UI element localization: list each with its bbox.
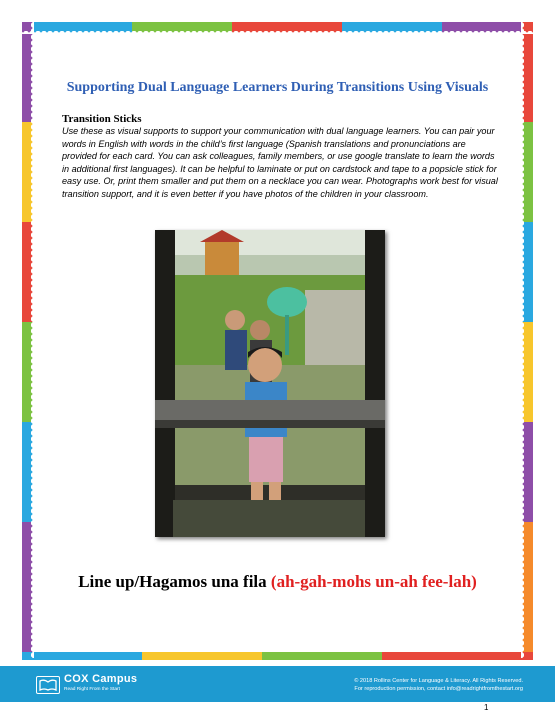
brand-name: COX Campus bbox=[64, 673, 138, 685]
caption-text: Line up/Hagamos una fila bbox=[78, 572, 271, 591]
section-heading: Transition Sticks bbox=[62, 113, 142, 125]
brand-tagline: Read Right From the Start bbox=[64, 687, 120, 692]
copyright-line-1: © 2018 Rollins Center for Language & Literacy. All Rights Reserved. bbox=[354, 678, 523, 684]
open-book-icon bbox=[37, 677, 59, 693]
page-number: 1 bbox=[484, 703, 489, 712]
photo-illustration bbox=[155, 230, 385, 537]
caption-pronunciation: (ah-gah-mohs un-ah fee-lah) bbox=[270, 572, 477, 591]
copyright-line-2: For reproduction permission, contact info@readrightfromthestart.org bbox=[354, 686, 523, 692]
card-caption bbox=[40, 572, 515, 592]
page-title: Supporting Dual Language Learners During Transitions Using Visuals bbox=[66, 80, 489, 95]
copyright-notice bbox=[354, 677, 523, 693]
book-logo-icon bbox=[36, 676, 60, 694]
body-paragraph: Use these as visual supports to support your communication with dual language learners. You can pair your words in English with words in the child’s first language (Spanish translations and pronunciations are provided for each card. You can ask colleagues, family members, or use google translate to learn the words in additional first languages). It can be helpful to laminate or put on cardstock and tape to a popsicle stick for easy use. Or, print them smaller and put them on a necklace you can wear. Photographs work best for visual transition support, and it is even better if you have photos of the children in your classroom. bbox=[62, 126, 498, 199]
children-lining-up-photo bbox=[155, 230, 385, 537]
